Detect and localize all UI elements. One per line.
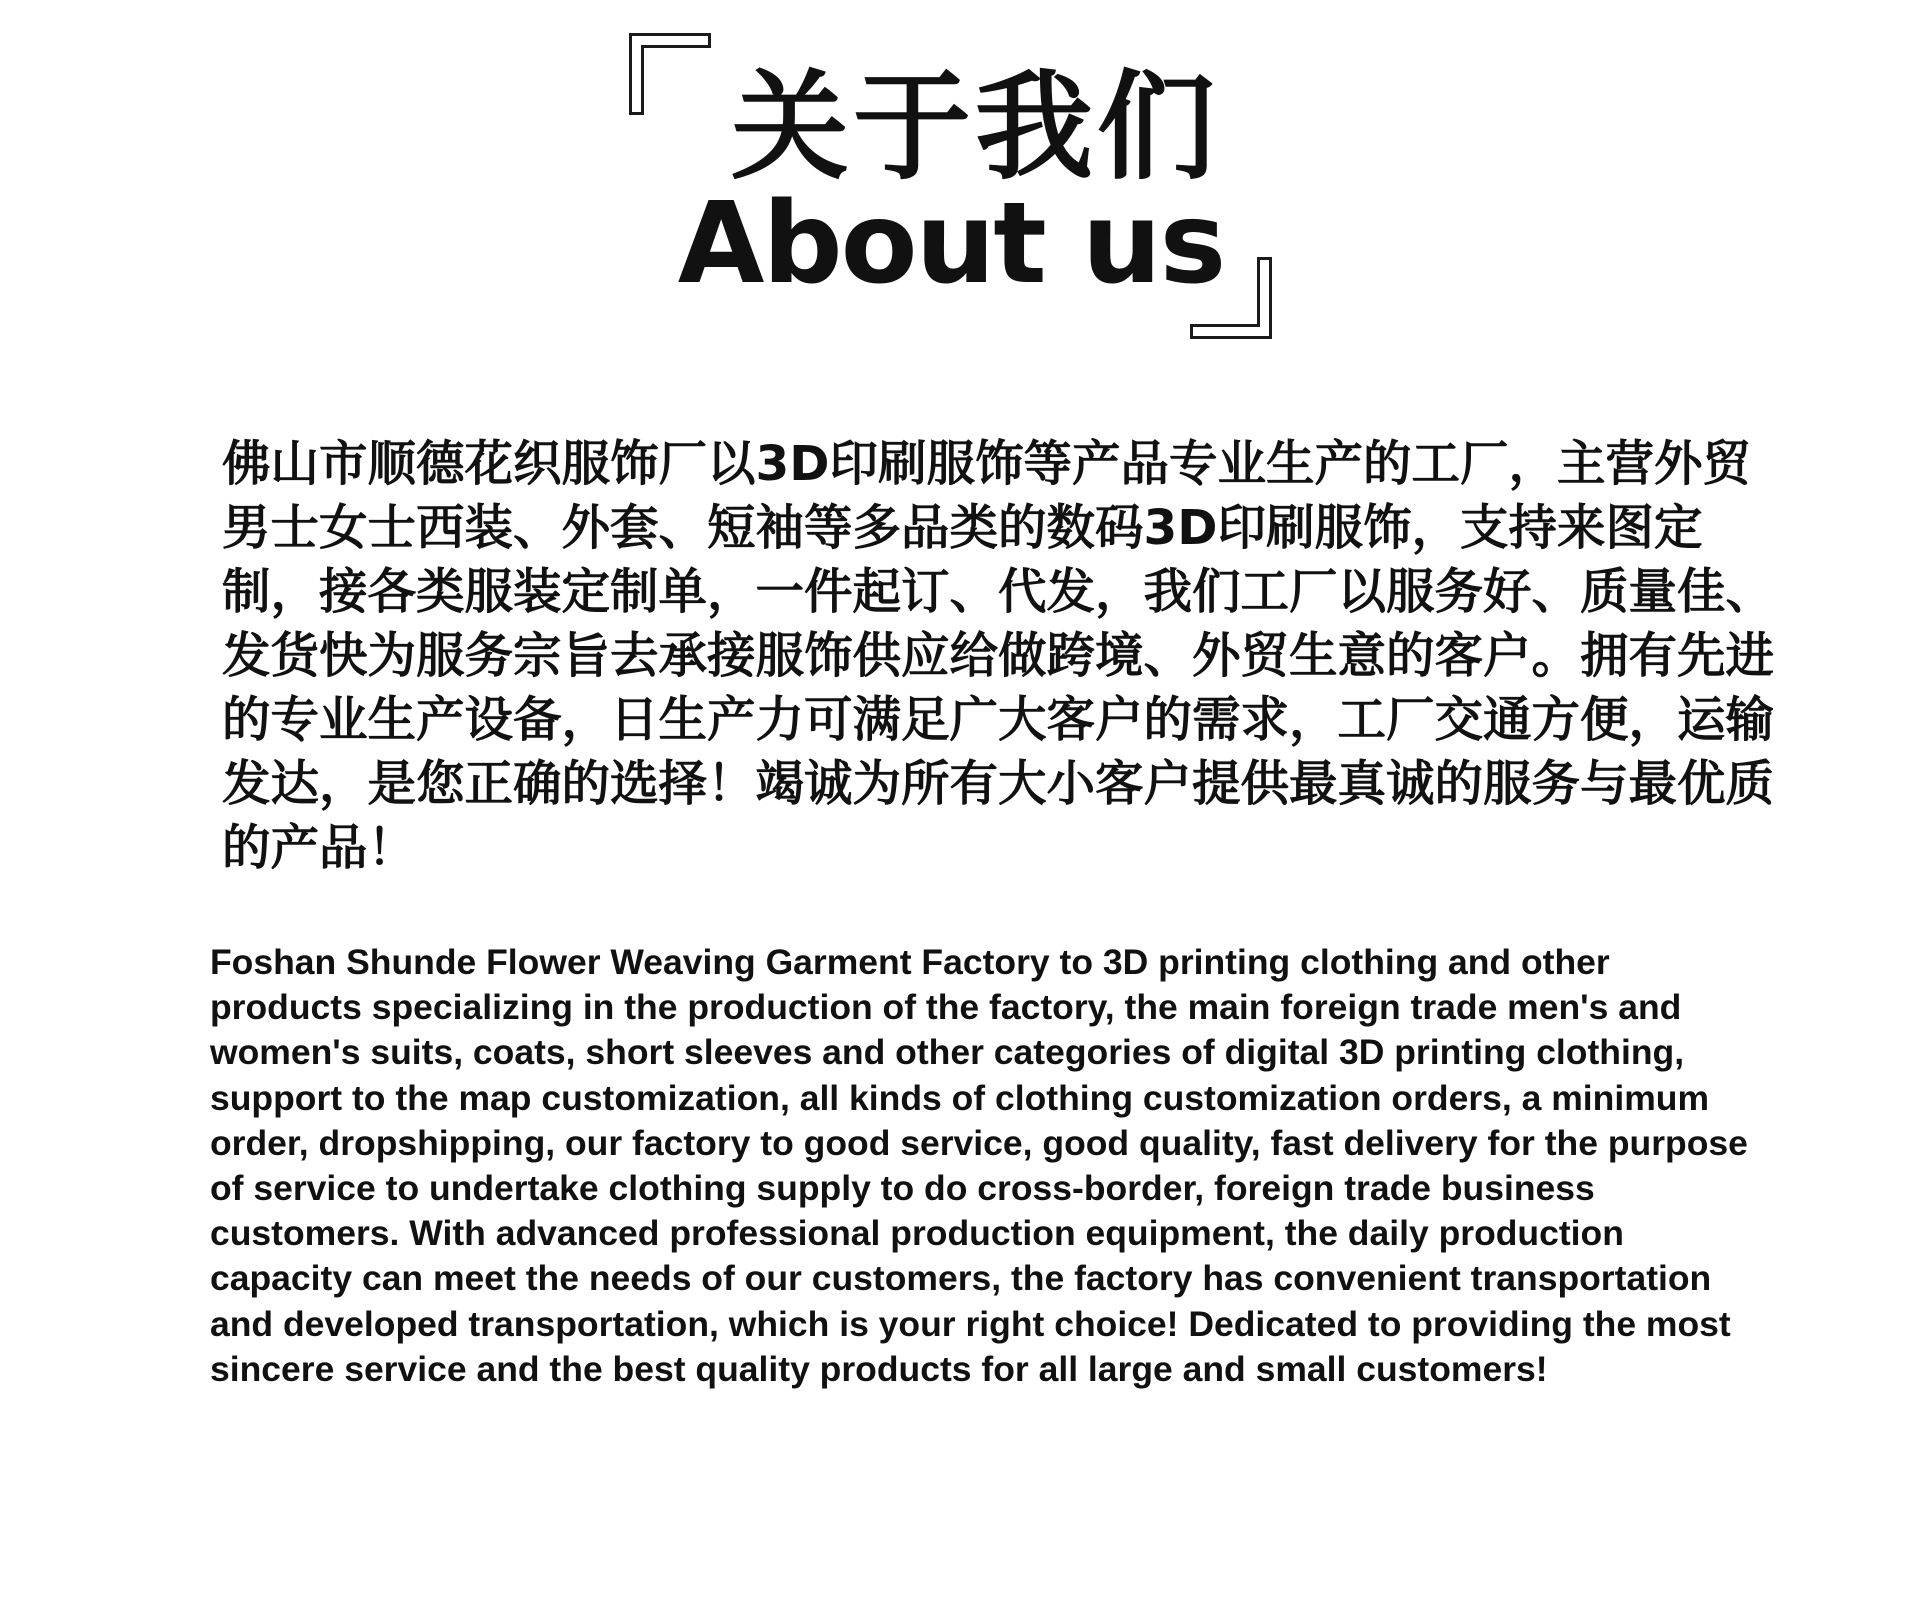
company-intro-english: Foshan Shunde Flower Weaving Garment Factory to 3D printing clothing and other products specializing in the production of the factory, the main foreign trade men's and women's suits, coats, short sleeves and other categories of digital 3D printing clothing, support to the map customization, all kinds of clothing customization orders, a minimum order, dropshipping, our factory to good service, good quality, fast delivery for the purpose of service to undertake clothing supply to do cross-border, foreign trade business customers. With advanced professional production equipment, the daily production capacity can meet the needs of our customers, the factory has convenient transportation and developed transportation, which is your right choice! Dedicated to providing the most sincere service and the best quality products for all large and small customers! — [210, 942, 1748, 1389]
company-intro-chinese: 佛山市顺德花织服饰厂以3D印刷服饰等产品专业生产的工厂，主营外贸男士女士西装、外套、短袖等多品类的数码3D印刷服饰，支持来图定制，接各类服装定制单，一件起订、代发，我们工厂以服务好、质量佳、发货快为服务宗旨去承接服饰供应给做跨境、外贸生意的客户。拥有先进的专业生产设备，日生产力可满足广大客户的需求，工厂交通方便，运输发达，是您正确的选择！竭诚为所有大小客户提供最真诚的服务与最优质的产品！ — [222, 436, 1775, 876]
title-chinese: 关于我们 — [730, 58, 1219, 196]
page-heading — [0, 58, 1920, 309]
title-english: About us — [677, 179, 1225, 309]
